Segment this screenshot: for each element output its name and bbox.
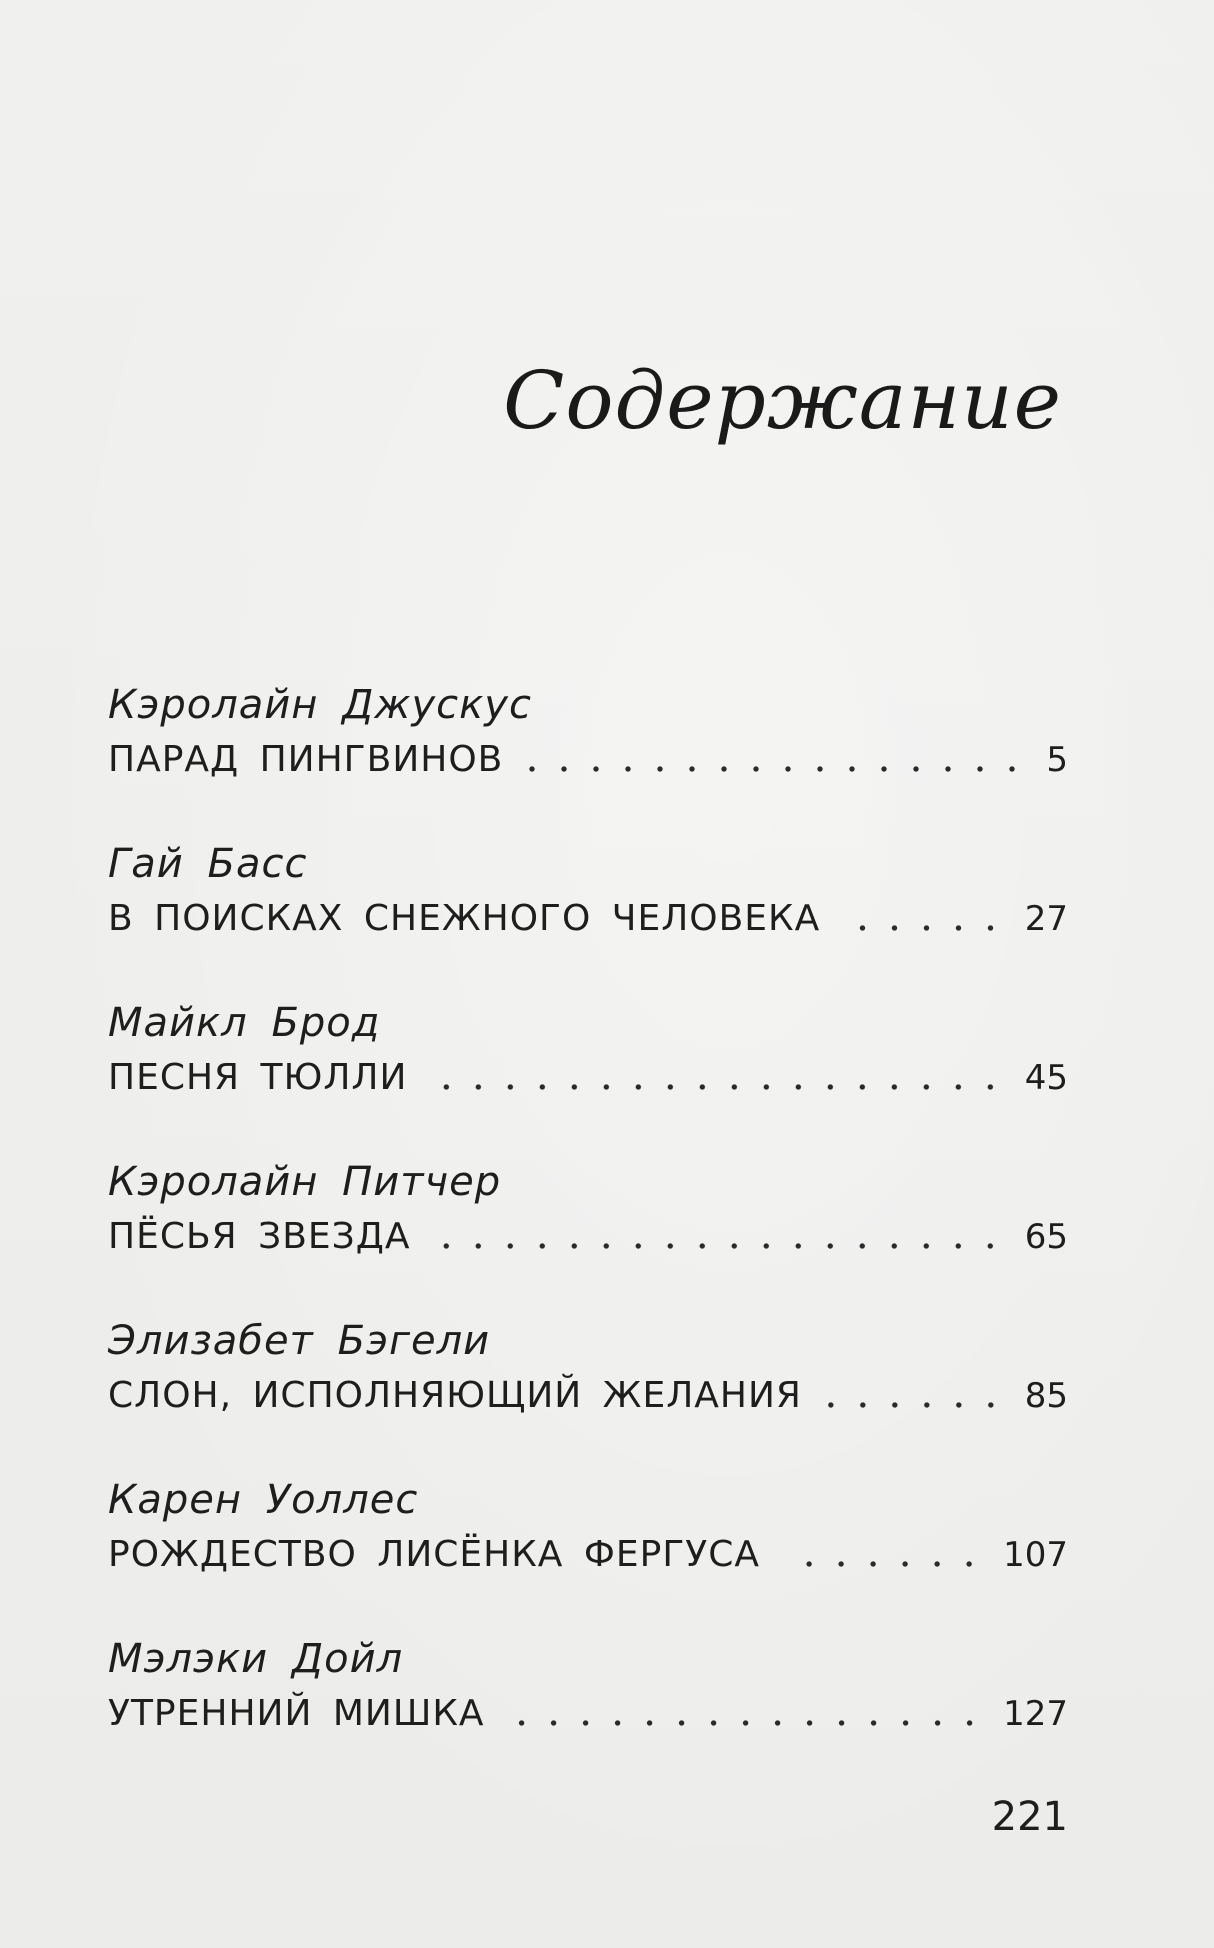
toc-entry	[108, 998, 1068, 1157]
toc-story-title: УТРЕННИЙ МИШКА	[108, 1693, 485, 1734]
toc-author: Мэлэки Дойл	[108, 1636, 404, 1682]
dot-leader	[511, 1718, 986, 1728]
toc-row	[108, 1209, 1068, 1265]
toc-page-number: 127	[1003, 1694, 1068, 1734]
dot-leader	[529, 764, 1028, 774]
toc-author: Кэролайн Джускус	[108, 682, 532, 728]
dot-leader	[846, 923, 1006, 933]
toc-entry	[108, 680, 1068, 839]
toc-story-title: СЛОН, ИСПОЛНЯЮЩИЙ ЖЕЛАНИЯ	[108, 1375, 802, 1416]
toc-page-number: 85	[1024, 1376, 1068, 1416]
toc-row	[108, 732, 1068, 788]
toc-row	[108, 891, 1068, 947]
toc-row	[108, 1368, 1068, 1424]
toc-author: Гай Басс	[108, 841, 308, 887]
toc-author: Кэролайн Питчер	[108, 1159, 502, 1205]
toc-page-number: 27	[1024, 899, 1068, 939]
toc-page-number: 45	[1024, 1058, 1068, 1098]
dot-leader	[436, 1241, 1006, 1251]
toc-entry	[108, 839, 1068, 998]
toc-page-number: 5	[1046, 740, 1068, 780]
toc-entry	[108, 1634, 1068, 1793]
toc-entry	[108, 1475, 1068, 1634]
dot-leader	[786, 1559, 985, 1569]
dot-leader	[828, 1400, 1007, 1410]
table-of-contents	[108, 680, 1068, 1793]
page-title: Содержание	[503, 353, 1062, 447]
toc-story-title: ПЁСЬЯ ЗВЕЗДА	[108, 1216, 411, 1257]
page-number-folio: 221	[991, 1794, 1068, 1840]
toc-row	[108, 1527, 1068, 1583]
toc-row	[108, 1686, 1068, 1742]
toc-entry	[108, 1157, 1068, 1316]
toc-row	[108, 1050, 1068, 1106]
toc-story-title: РОЖДЕСТВО ЛИСЁНКА ФЕРГУСА	[108, 1534, 760, 1575]
toc-story-title: ПЕСНЯ ТЮЛЛИ	[108, 1057, 408, 1098]
toc-page-number: 107	[1003, 1535, 1068, 1575]
toc-author: Элизабет Бэгели	[108, 1318, 491, 1364]
toc-author: Майкл Брод	[108, 1000, 381, 1046]
toc-entry	[108, 1316, 1068, 1475]
dot-leader	[433, 1082, 1006, 1092]
toc-author: Карен Уоллес	[108, 1477, 419, 1523]
toc-story-title: В ПОИСКАХ СНЕЖНОГО ЧЕЛОВЕКА	[108, 898, 821, 939]
toc-page-number: 65	[1024, 1217, 1068, 1257]
toc-story-title: ПАРАД ПИНГВИНОВ	[108, 739, 504, 780]
